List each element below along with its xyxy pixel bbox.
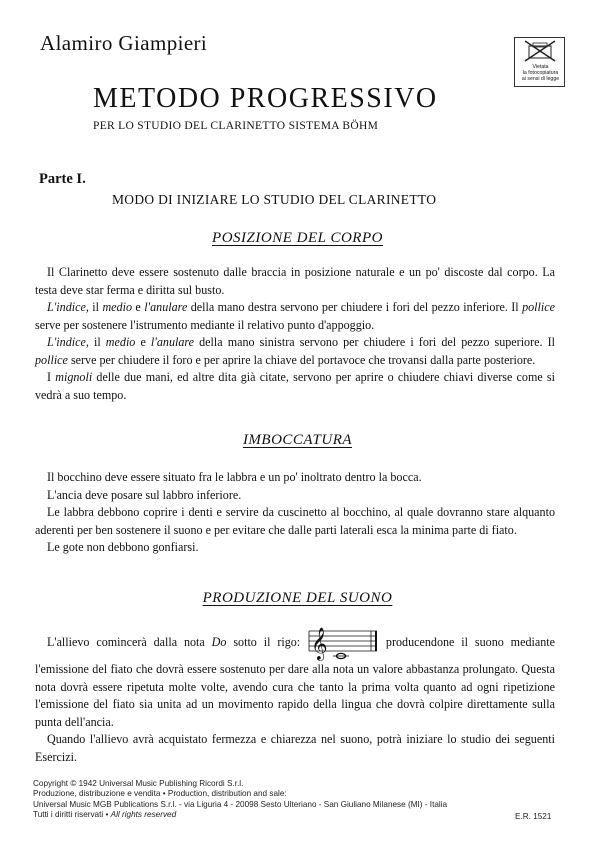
paragraph: Quando l'allievo avrà acquistato fermezza e chiarezza nel suono, potrà iniziare lo studio dei seguenti Esercizi.	[35, 732, 555, 764]
emph-text: medio	[105, 335, 136, 349]
stamp-line: Vietata	[532, 64, 549, 70]
crossed-copier-icon	[515, 38, 566, 64]
section-body-produzione	[35, 625, 555, 766]
footer-line	[33, 810, 447, 820]
text-run: I	[47, 370, 56, 384]
text-run: L'allievo comincerà dalla nota	[47, 634, 212, 649]
text-run: e	[132, 300, 145, 314]
text-run: della mano sinistra servono per chiudere i fori del pezzo superiore. Il	[194, 335, 555, 349]
paragraph	[35, 334, 555, 369]
emph-text: l'anulare	[150, 335, 195, 349]
emph-text: All rights reserved	[110, 809, 177, 819]
paragraph: Il Clarinetto deve essere sostenuto dalle braccia in posizione naturale e un po' discoste dal corpo. La testa deve star ferma e diritta sul busto.	[35, 265, 555, 297]
no-photocopy-stamp	[514, 37, 565, 87]
edition-code: E.R. 1521	[515, 812, 552, 821]
section-heading-produzione	[0, 590, 595, 607]
paragraph	[35, 625, 555, 731]
footer-line: Copyright © 1942 Universal Music Publishing Ricordi S.r.l.	[33, 779, 244, 788]
part-label: Parte I.	[39, 171, 86, 187]
emph-text: medio	[102, 300, 132, 314]
text-run: sotto il rigo:	[226, 634, 301, 649]
paragraph	[35, 299, 555, 334]
text-run: producendone il suono mediante l'emissione del fiato che dovrà essere sostenuto per dare alla nota un valore abbastanza prolungato. Questa nota dovrà essere ripetuta molte volte, avendo cura che tanto la prima volta quanto ad ogni ripetizione l'emissione del fiato sia unita ad un movimento rapido della lingua che dovrà colpire direttamente sulla punta dell'ancia.	[35, 634, 555, 729]
stamp-line: la fotocopiatura	[522, 70, 559, 76]
stamp-text	[515, 64, 566, 82]
paragraph: Le labbra debbono coprire i denti e servire da cuscinetto al bocchino, al quale dovranno stare alquanto aderenti per ben sostenere il suono e per evitare che dalle parti laterali esca la minima parte di fiato.	[35, 505, 555, 537]
paragraph: Le gote non debbono gonfiarsi.	[47, 540, 199, 554]
stamp-line: ai sensi di legge	[521, 76, 560, 82]
text-run: delle due mani, ed altre dita già citate, servono per aprire o chiudere chiavi diverse come si vedrà a suo tempo.	[35, 370, 555, 402]
emph-text: Do	[211, 634, 227, 649]
text-run: il	[88, 300, 103, 314]
text-run: serve per chiudere il foro e per aprire la chiave del portavoce che trovansi dalla parte posteriore.	[67, 352, 536, 367]
text-run: Tutti i diritti riservati •	[33, 809, 111, 819]
text-run: della mano destra servono per chiudere i fori del pezzo inferiore. Il	[187, 300, 523, 314]
author-name: Alamiro Giampieri	[40, 31, 208, 55]
text-run: serve per sostenere l'istrumento mediante il relativo punto d'appoggio.	[35, 317, 375, 332]
music-staff-example	[307, 625, 379, 661]
emph-text: mignoli	[55, 370, 93, 384]
page-title: METODO PROGRESSIVO	[93, 83, 438, 114]
section-body-imboccatura	[35, 469, 555, 557]
part-title: MODO DI INIZIARE LO STUDIO DEL CLARINETTO	[112, 192, 437, 207]
treble-clef-icon: 𝄞	[311, 627, 328, 660]
paragraph: Il bocchino deve essere situato fra le labbra e un po' inoltrato dentro la bocca.	[47, 470, 422, 484]
section-heading-posizione	[0, 230, 595, 247]
paragraph	[35, 369, 555, 404]
section-heading-text: IMBOCCATURA	[242, 432, 353, 448]
emph-text: pollice	[522, 300, 555, 314]
section-heading-text: PRODUZIONE DEL SUONO	[202, 590, 393, 606]
footer-line: Produzione, distribuzione e vendita • Production, distribution and sale:	[33, 789, 287, 799]
emph-text: L'indice,	[47, 335, 89, 349]
text-run: e	[135, 335, 151, 349]
paragraph: L'ancia deve posare sul labbro inferiore.	[47, 487, 242, 502]
section-heading-text: POSIZIONE DEL CORPO	[212, 230, 383, 246]
section-body-posizione	[35, 264, 555, 404]
copyright-footer	[33, 779, 447, 820]
section-heading-imboccatura	[0, 432, 595, 449]
emph-text: L'indice,	[47, 300, 89, 314]
emph-text: pollice	[35, 352, 68, 367]
text-run: il	[88, 335, 106, 349]
emph-text: l'anulare	[144, 300, 188, 314]
footer-line: Universal Music MGB Publications S.r.l. - via Liguria 4 - 20098 Sesto Ulteriano - San Giuliano Milanese (MI) - Italia	[33, 799, 448, 809]
page-subtitle: PER LO STUDIO DEL CLARINETTO SISTEMA BÖHM	[93, 120, 379, 132]
